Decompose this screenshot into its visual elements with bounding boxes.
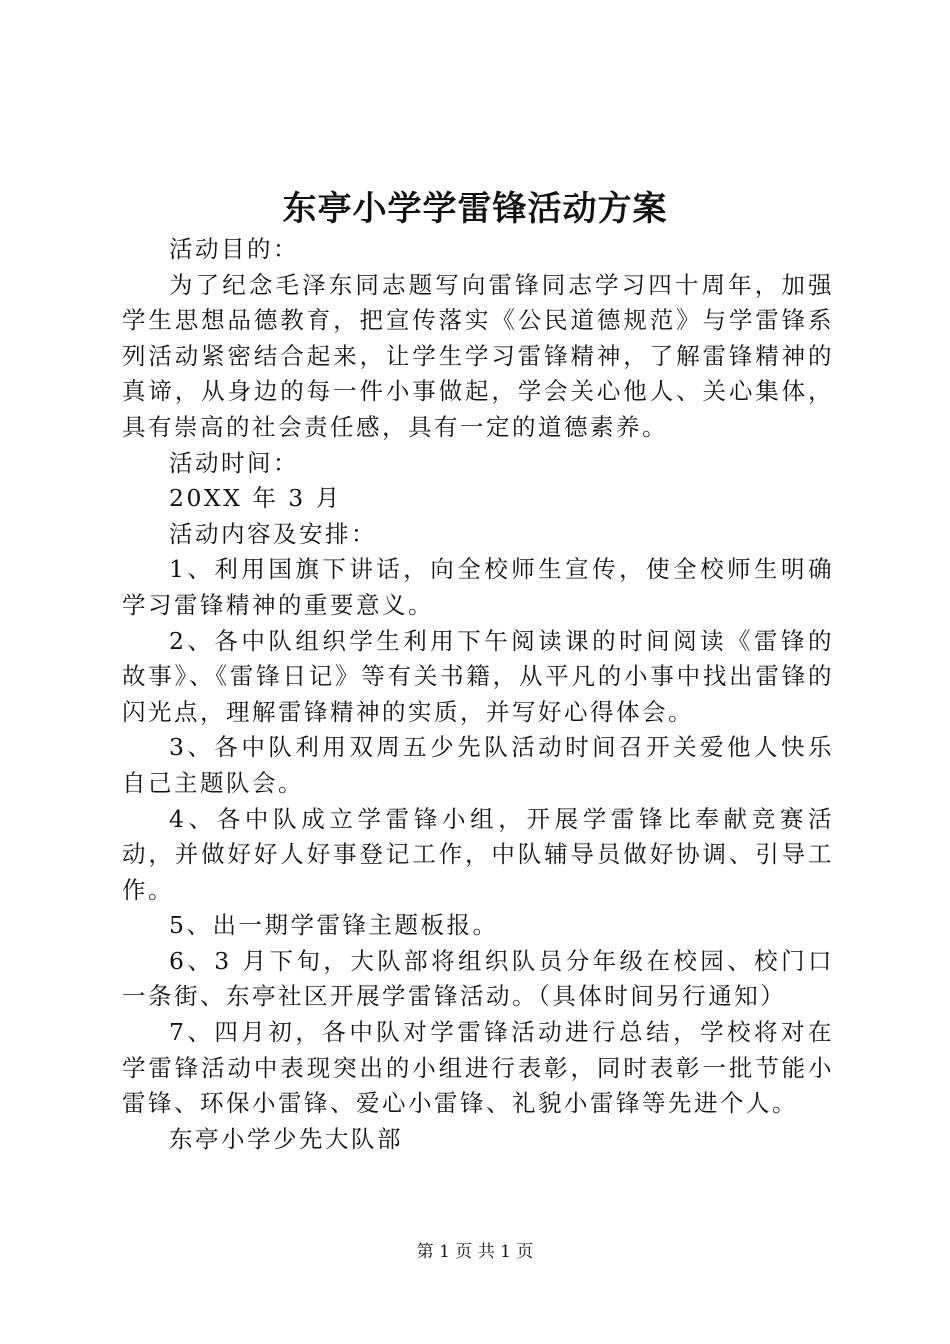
document-body: [122, 232, 834, 1157]
document-title: 东亭小学学雷锋活动方案: [282, 189, 668, 229]
paragraph-time: 20XX 年 3 月: [169, 484, 342, 513]
paragraph-item-2: 2、各中队组织学生利用下午阅读课的时间阅读《雷锋的故事》、《雷锋日记》等有关书籍，从平凡的小事中找出雷锋的闪光点，理解雷锋精神的实质，并写好心得体会。: [122, 626, 834, 726]
paragraph-item-7: 7、四月初，各中队对学雷锋活动进行总结，学校将对在学雷锋活动中表现突出的小组进行表彰，同时表彰一批节能小雷锋、环保小雷锋、爱心小雷锋、礼貌小雷锋等先进个人。: [122, 1018, 834, 1118]
paragraph-purpose-heading: 活动目的：: [169, 235, 299, 263]
paragraph-item-5: 5、出一期学雷锋主题板报。: [169, 911, 499, 940]
paragraph-item-1: 1、利用国旗下讲话，向全校师生宣传，使全校师生明确学习雷锋精神的重要意义。: [122, 555, 834, 619]
page-footer: 第 1 页 共 1 页: [416, 1242, 534, 1262]
paragraph-content-heading: 活动内容及安排：: [169, 519, 377, 548]
paragraph-signature: 东亭小学少先大队部: [169, 1124, 403, 1153]
paragraph-purpose: 为了纪念毛泽东同志题写向雷锋同志学习四十周年，加强学生思想品德教育，把宣传落实《公民道德规范》与学雷锋系列活动紧密结合起来，让学生学习雷锋精神，了解雷锋精神的真谛，从身边的每一件小事做起，学会关心他人、关心集体，具有崇高的社会责任感，具有一定的道德素养。: [122, 270, 834, 441]
paragraph-time-heading: 活动时间：: [169, 448, 299, 477]
paragraph-item-3: 3、各中队利用双周五少先队活动时间召开关爱他人快乐自己主题队会。: [122, 733, 834, 797]
paragraph-item-6: 6、3 月下旬，大队部将组织队员分年级在校园、校门口一条街、东亭社区开展学雷锋活动。（具体时间另行通知）: [122, 946, 834, 1011]
paragraph-item-4: 4、各中队成立学雷锋小组，开展学雷锋比奉献竞赛活动，并做好好人好事登记工作，中队辅导员做好协调、引导工作。: [122, 804, 834, 904]
